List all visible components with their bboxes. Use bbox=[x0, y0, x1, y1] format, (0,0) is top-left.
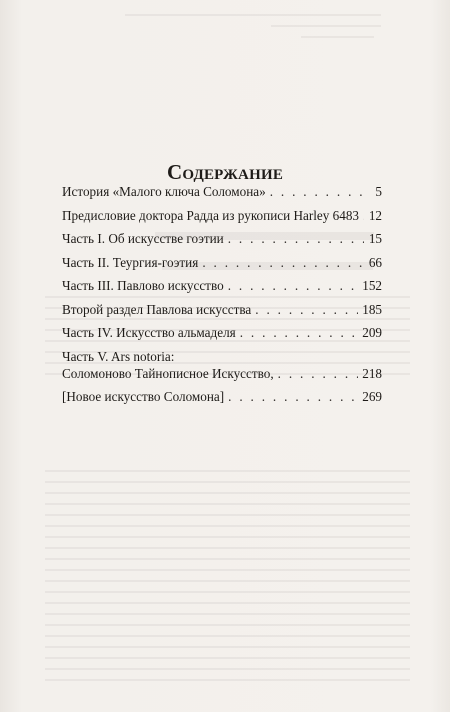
toc-leader-dots bbox=[278, 366, 359, 382]
toc-entry-page: 5 bbox=[375, 184, 382, 199]
toc-entry-page: 152 bbox=[362, 278, 382, 293]
toc-entry bbox=[62, 231, 382, 255]
toc-entry bbox=[62, 389, 382, 413]
toc-entry-page: 218 bbox=[362, 365, 382, 381]
toc-entry-label: Предисловие доктора Радда из рукописи Harley 6483 bbox=[62, 207, 360, 223]
toc-entry-label: Часть V. Ars notoria: bbox=[62, 348, 175, 364]
toc-entry-label: Второй раздел Павлова искусства bbox=[62, 301, 252, 317]
toc-entry-label-continuation: Соломоново Тайнописное Искусство, bbox=[62, 365, 274, 381]
toc-leader-dots bbox=[255, 302, 358, 318]
bleed-through-footnotes bbox=[45, 470, 410, 690]
toc-entry-label: Часть II. Теургия-гоэтия bbox=[62, 254, 199, 270]
toc-entry bbox=[62, 208, 382, 232]
toc-entry bbox=[62, 349, 382, 383]
toc-leader-dots bbox=[228, 278, 359, 294]
toc-entry-label: История «Малого ключа Соломона» bbox=[62, 184, 266, 199]
toc-leader-dots bbox=[228, 231, 364, 247]
bleed-through-top bbox=[45, 14, 410, 47]
toc-entry-label: [Новое искусство Соломона] bbox=[62, 388, 225, 404]
toc-leader-dots bbox=[240, 325, 358, 341]
toc-leader-dots bbox=[363, 208, 364, 224]
toc-entry-page: 269 bbox=[362, 388, 382, 404]
toc-entry bbox=[62, 184, 382, 208]
toc-entry-page: 15 bbox=[368, 231, 382, 246]
toc-entry-label: Часть IV. Искусство альмаделя bbox=[62, 325, 236, 340]
toc-leader-dots bbox=[270, 184, 364, 200]
table-of-contents bbox=[62, 184, 382, 412]
page-title: Содержание bbox=[166, 160, 284, 185]
toc-entry-page: 66 bbox=[368, 254, 382, 270]
toc-entry-label: Часть III. Павлово искусство bbox=[62, 278, 224, 293]
toc-leader-dots bbox=[228, 389, 358, 405]
toc-entry-page: 12 bbox=[368, 207, 382, 223]
toc-entry bbox=[62, 302, 382, 326]
toc-entry bbox=[62, 325, 382, 349]
toc-entry-label: Часть I. Об искусстве гоэтии bbox=[62, 231, 224, 246]
toc-leader-dots bbox=[202, 255, 364, 271]
toc-entry-page: 185 bbox=[362, 301, 382, 317]
toc-entry bbox=[62, 278, 382, 302]
toc-entry bbox=[62, 255, 382, 279]
toc-entry-page: 209 bbox=[362, 325, 382, 340]
